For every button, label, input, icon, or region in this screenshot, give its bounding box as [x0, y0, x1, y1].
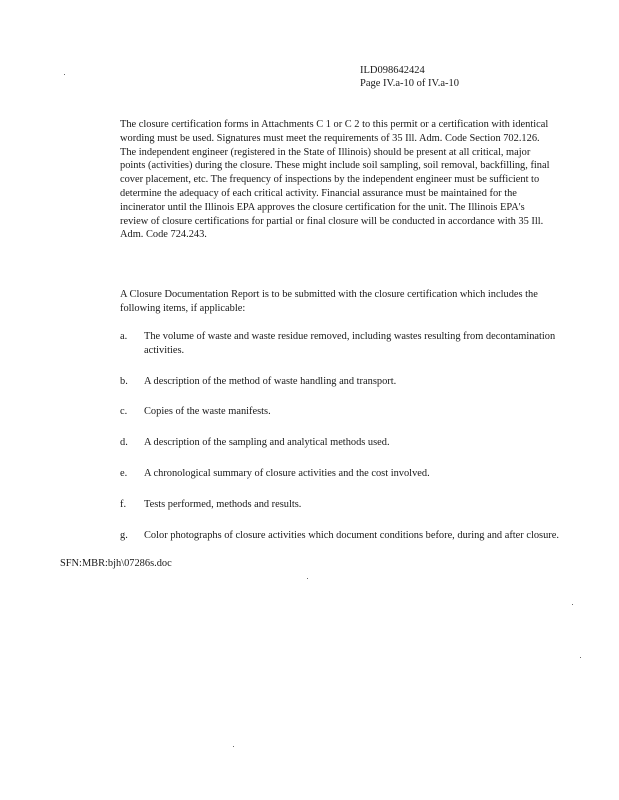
list-item: [120, 330, 560, 358]
scan-speck: [233, 746, 234, 747]
list-item-text: The volume of waste and waste residue removed, including wastes resulting from decontamination activities.: [144, 331, 556, 356]
list-item-marker: c.: [120, 406, 128, 418]
list-item: [120, 467, 560, 481]
closure-certification-paragraph: The closure certification forms in Attachments C 1 or C 2 to this permit or a certification with identical wording must be used. Signatures must meet the requirements of 35 Ill. Adm. Code Section 702.126. The independent engineer (registered in the State of Illinois) should be present at all critical, major points (activities) during the closure. These might include soil sampling, soil removal, backfilling, final cover placement, etc. The frequency of inspections by the independent engineer must be sufficient to determine the adequacy of each critical activity. Financial assurance must be maintained for the incinerator until the Illinois EPA approves the closure certification for the unit. The Illinois EPA's review of closure certifications for partial or final closure will be conducted in accordance with 35 Ill. Adm. Code 724.243.: [120, 119, 550, 241]
list-item-text: Tests performed, methods and results.: [144, 498, 302, 510]
list-item-marker: d.: [120, 437, 128, 449]
list-item: [120, 436, 560, 450]
list-item-marker: g.: [120, 529, 128, 541]
list-item-marker: b.: [120, 375, 128, 387]
scan-speck: [307, 578, 308, 579]
list-item: [120, 405, 560, 419]
page-number: Page IV.a-10 of IV.a-10: [360, 78, 460, 89]
list-item-text: A description of the method of waste handling and transport.: [144, 375, 397, 387]
list-item-text: A chronological summary of closure activities and the cost involved.: [144, 467, 430, 479]
list-item-text: A description of the sampling and analytical methods used.: [144, 437, 390, 449]
page-header: [360, 64, 459, 90]
closure-report-intro-paragraph: A Closure Documentation Report is to be submitted with the closure certification which includes the following items, if applicable:: [120, 289, 538, 314]
list-item-marker: e.: [120, 467, 128, 479]
document-id: ILD098642424: [360, 65, 425, 76]
scan-speck: [580, 657, 581, 658]
closure-report-items-list: [120, 330, 560, 542]
list-item-text: Copies of the waste manifests.: [144, 406, 271, 418]
scan-speck: [64, 74, 65, 75]
list-item: [120, 498, 560, 512]
list-item-marker: f.: [120, 498, 127, 510]
file-reference: SFN:MBR:bjh\07286s.doc: [60, 558, 172, 569]
list-item-text: Color photographs of closure activities which document conditions before, during and after closure.: [144, 529, 559, 541]
list-item: [120, 529, 560, 543]
scan-speck: [572, 604, 573, 605]
list-item: [120, 375, 560, 389]
list-item-marker: a.: [120, 331, 128, 342]
